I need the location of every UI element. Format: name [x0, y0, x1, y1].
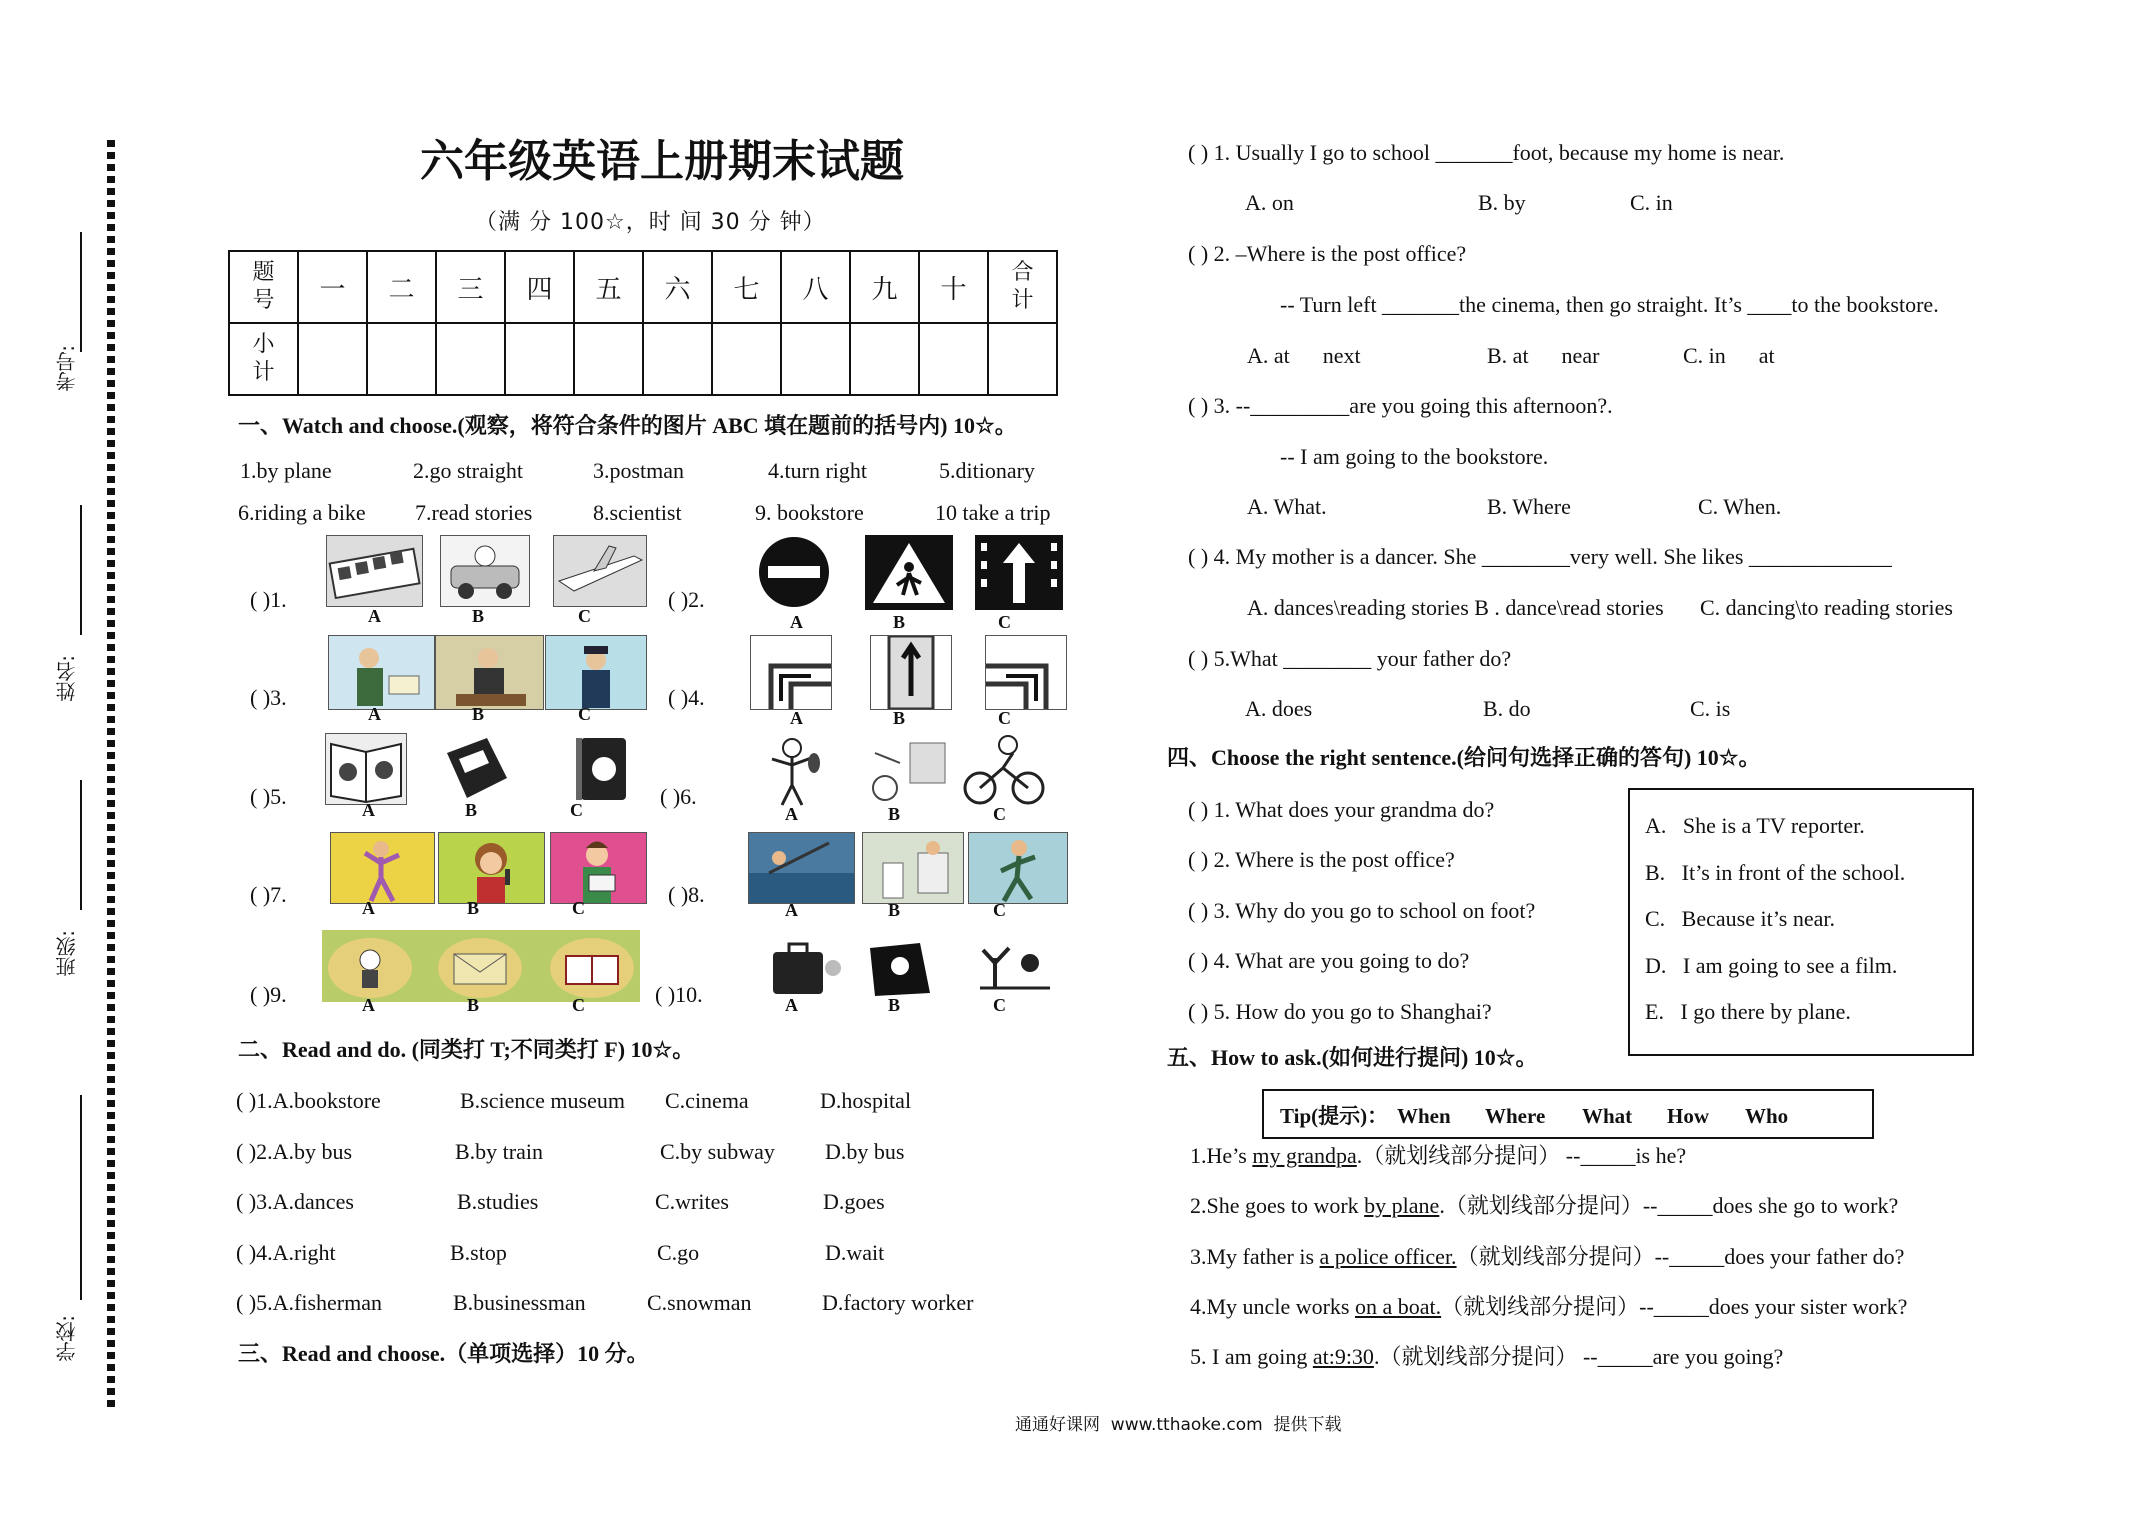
school-label: 学校: — [55, 1315, 79, 1362]
section4-heading: 四、Choose the right sentence.(给问句选择正确的答句) 10☆。 — [1167, 745, 1761, 770]
answer-option: A. She is a TV reporter. — [1645, 813, 1865, 838]
option-letter: B — [888, 804, 901, 824]
section2-item: D.hospital — [820, 1088, 912, 1113]
option-letter: C — [993, 900, 1006, 920]
option-letter: A — [790, 612, 803, 632]
score-header-cell: 四 — [505, 251, 574, 323]
word-item: 9. bookstore — [755, 500, 864, 525]
match-question: ( ) 4. What are you going to do? — [1188, 948, 1470, 973]
score-header-cell: 合计 — [988, 251, 1057, 323]
score-cell[interactable] — [643, 323, 712, 395]
answer-option: E. I go there by plane. — [1645, 999, 1851, 1024]
section2-item: C.by subway — [660, 1139, 775, 1164]
word-item: 5.ditionary — [939, 458, 1035, 483]
section2-item: D.wait — [825, 1240, 885, 1265]
section2-item: B.stop — [450, 1240, 507, 1265]
picture-question-label: ( )4. — [668, 685, 705, 710]
mc-option: B. at near — [1487, 343, 1600, 368]
score-header-cell: 五 — [574, 251, 643, 323]
word-item: 6.riding a bike — [238, 500, 366, 525]
page-title: 六年级英语上册期末试题 — [420, 136, 904, 187]
score-cell[interactable] — [919, 323, 988, 395]
score-header-cell: 七 — [712, 251, 781, 323]
go-straight-sign-picture — [975, 535, 1063, 610]
option-letter: C — [578, 704, 591, 724]
businessman-picture — [435, 635, 544, 710]
section2-item: ( )1.A.bookstore — [236, 1088, 381, 1113]
picture-question-label: ( )8. — [668, 882, 705, 907]
picture-question-label: ( )7. — [250, 882, 287, 907]
mc-option: B. by — [1478, 190, 1526, 215]
mc-option: A. at next — [1247, 343, 1361, 368]
person-with-camera-picture — [860, 938, 940, 998]
section2-item: B.businessman — [453, 1290, 586, 1315]
score-table — [228, 250, 1058, 396]
match-question: ( ) 3. Why do you go to school on foot? — [1188, 898, 1536, 923]
score-header-cell: 六 — [643, 251, 712, 323]
mc-option: A. on — [1245, 190, 1294, 215]
mc-option: A. does — [1245, 696, 1313, 721]
binding-dotted-line — [107, 140, 115, 1410]
tv-reporter-picture — [438, 832, 545, 904]
running-man-picture — [968, 832, 1068, 904]
section2-item: B.by train — [455, 1139, 543, 1164]
score-header-cell: 八 — [781, 251, 850, 323]
section2-item: C.cinema — [665, 1088, 749, 1113]
pedestrian-crossing-sign-picture — [865, 535, 953, 610]
violin-player-picture — [752, 733, 832, 808]
class-label: 班级: — [55, 930, 79, 977]
tip-word: What — [1582, 1104, 1633, 1128]
car-picture — [440, 535, 530, 607]
word-item: 7.read stories — [415, 500, 533, 525]
tip-word: How — [1667, 1104, 1709, 1128]
word-item: 2.go straight — [413, 458, 523, 483]
section2-item: C.writes — [655, 1189, 729, 1214]
option-letter: C — [572, 898, 585, 918]
option-letter: B — [467, 898, 480, 918]
score-cell[interactable] — [712, 323, 781, 395]
match-question: ( ) 5. How do you go to Shanghai? — [1188, 999, 1492, 1024]
mc-question-1: ( ) 1. Usually I go to school _______foot, because my home is near. — [1188, 140, 1785, 165]
score-cell[interactable] — [574, 323, 643, 395]
option-letter: C — [578, 606, 591, 626]
mc-question-3: ( ) 3. --_________are you going this afternoon?. — [1188, 393, 1613, 418]
name-blank — [80, 505, 82, 635]
section3-heading: 三、Read and choose.（单项选择）10 分。 — [238, 1341, 649, 1366]
mc-option: A. What. — [1247, 494, 1327, 519]
option-letter: A — [785, 900, 798, 920]
option-letter: C — [993, 804, 1006, 824]
mc-option: A. dances\reading stories B . dance\read stories — [1247, 595, 1664, 620]
option-letter: A — [368, 704, 381, 724]
page-footer: 通通好课网 www.tthaoke.com 提供下载 — [1015, 1415, 1342, 1435]
word-item: 4.turn right — [768, 458, 867, 483]
option-letter: B — [472, 606, 485, 626]
mc-option: C. When. — [1698, 494, 1782, 519]
section2-item: C.snowman — [647, 1290, 752, 1315]
mc-question-3-line2: -- I am going to the bookstore. — [1280, 444, 1549, 469]
turn-left-road-picture — [985, 635, 1067, 710]
school-blank — [80, 1095, 82, 1300]
tip-label: Tip(提示)： — [1280, 1104, 1389, 1128]
option-letter: A — [368, 606, 381, 626]
word-item: 10 take a trip — [935, 500, 1051, 525]
section2-item: ( )2.A.by bus — [236, 1139, 353, 1164]
word-item: 8.scientist — [593, 500, 682, 525]
match-question: ( ) 2. Where is the post office? — [1188, 847, 1455, 872]
train-picture — [326, 535, 423, 607]
option-letter: A — [362, 898, 375, 918]
section2-item: ( )3.A.dances — [236, 1189, 354, 1214]
section1-heading: 一、Watch and choose.(观察，将符合条件的图片 ABC 填在题前的括号内) 10☆。 — [238, 413, 1017, 438]
class-blank — [80, 780, 82, 910]
score-header-cell: 题号 — [229, 251, 298, 323]
riding-bike-picture — [958, 733, 1048, 808]
option-letter: C — [570, 800, 583, 820]
section2-item: ( )5.A.fisherman — [236, 1290, 383, 1315]
mc-question-5: ( ) 5.What ________ your father do? — [1188, 646, 1512, 671]
scientist-picture — [862, 832, 964, 904]
mc-option: C. in — [1630, 190, 1673, 215]
score-cell[interactable] — [850, 323, 919, 395]
picture-question-label: ( )3. — [250, 685, 287, 710]
score-cell[interactable] — [367, 323, 436, 395]
tree-scene-picture — [975, 938, 1055, 998]
mc-option: B. do — [1483, 696, 1531, 721]
option-letter: B — [893, 708, 906, 728]
score-cell[interactable] — [505, 323, 574, 395]
section2-item: B.studies — [457, 1189, 539, 1214]
option-letter: B — [888, 995, 901, 1015]
section2-heading: 二、Read and do. (同类打 T;不同类打 F) 10☆。 — [238, 1037, 695, 1062]
section2-item: B.science museum — [460, 1088, 625, 1113]
option-letter: C — [998, 612, 1011, 632]
dancer-picture — [330, 832, 435, 904]
picture-question-label: ( )5. — [250, 784, 287, 809]
score-header-cell: 三 — [436, 251, 505, 323]
section2-item: D.factory worker — [822, 1290, 974, 1315]
mc-option: C. dancing\to reading stories — [1700, 595, 1953, 620]
name-label: 姓名: — [55, 655, 79, 702]
turn-right-road-picture — [750, 635, 832, 710]
dictionary-picture — [437, 733, 512, 803]
mc-option: C. in at — [1683, 343, 1775, 368]
storybook-picture — [325, 733, 407, 805]
score-header-cell: 九 — [850, 251, 919, 323]
mc-question-4: ( ) 4. My mother is a dancer. She ________very well. She likes _____________ — [1188, 544, 1892, 569]
page-subtitle: （满 分 100☆，时 间 30 分 钟） — [475, 210, 826, 235]
section2-item: C.go — [657, 1240, 700, 1265]
plane-picture — [553, 535, 647, 607]
ask-item-1: 1.He’s my grandpa.（就划线部分提问） --_____is he? — [1190, 1143, 1687, 1168]
option-letter: A — [785, 804, 798, 824]
tip-word: Who — [1745, 1104, 1789, 1128]
option-letter: B — [467, 995, 480, 1015]
option-letter: B — [472, 704, 485, 724]
match-question: ( ) 1. What does your grandma do? — [1188, 797, 1495, 822]
picture-strip-q9 — [322, 930, 640, 1002]
no-entry-sign-picture — [750, 535, 838, 610]
mc-question-2: ( ) 2. –Where is the post office? — [1188, 241, 1467, 266]
ask-item-5: 5. I am going at:9:30.（就划线部分提问） --_____are you going? — [1190, 1344, 1784, 1369]
option-letter: A — [362, 995, 375, 1015]
book-picture — [566, 733, 641, 803]
word-item: 3.postman — [593, 458, 685, 483]
option-letter: C — [993, 995, 1006, 1015]
score-header-cell: 一 — [298, 251, 367, 323]
go-straight-road-picture — [870, 635, 952, 710]
picture-question-label: ( )2. — [668, 587, 705, 612]
shopping-picture — [860, 733, 950, 808]
option-letter: A — [785, 995, 798, 1015]
postman-picture — [328, 635, 435, 710]
picture-question-label: ( )6. — [660, 784, 697, 809]
ask-item-4: 4.My uncle works on a boat.（就划线部分提问）--_____does your sister work? — [1190, 1294, 1908, 1319]
score-row-label: 小计 — [229, 323, 298, 395]
picture-question-label: ( )9. — [250, 982, 287, 1007]
option-letter: A — [790, 708, 803, 728]
section5-heading: 五、How to ask.(如何进行提问) 10☆。 — [1167, 1045, 1538, 1070]
section2-item: D.goes — [823, 1189, 885, 1214]
option-letter: C — [998, 708, 1011, 728]
picture-question-label: ( )10. — [655, 982, 703, 1007]
mc-option: C. is — [1690, 696, 1731, 721]
score-cell[interactable] — [436, 323, 505, 395]
reading-boy-picture — [550, 832, 647, 904]
mc-option: B. Where — [1487, 494, 1571, 519]
score-header-cell: 十 — [919, 251, 988, 323]
fisherman-picture — [748, 832, 855, 904]
option-letter: B — [893, 612, 906, 632]
police-officer-picture — [545, 635, 647, 710]
section2-item: D.by bus — [825, 1139, 905, 1164]
tip-word: When — [1397, 1104, 1451, 1128]
option-letter: B — [888, 900, 901, 920]
score-cell[interactable] — [781, 323, 850, 395]
suitcase-picture — [765, 938, 845, 998]
option-letter: A — [362, 800, 375, 820]
ask-item-3: 3.My father is a police officer.（就划线部分提问）--_____does your father do? — [1190, 1244, 1905, 1269]
ask-item-2: 2.She goes to work by plane.（就划线部分提问）--_____does she go to work? — [1190, 1193, 1899, 1218]
exam-number-label: 考号: — [55, 345, 79, 392]
option-letter: C — [572, 995, 585, 1015]
word-item: 1.by plane — [240, 458, 332, 483]
mc-question-2-line2: -- Turn left _______the cinema, then go straight. It’s ____to the bookstore. — [1280, 292, 1939, 317]
option-letter: B — [465, 800, 478, 820]
answer-option: B. It’s in front of the school. — [1645, 860, 1906, 885]
picture-question-label: ( )1. — [250, 587, 287, 612]
section2-item: ( )4.A.right — [236, 1240, 336, 1265]
answer-option: D. I am going to see a film. — [1645, 953, 1898, 978]
score-header-cell: 二 — [367, 251, 436, 323]
exam-number-blank — [80, 232, 82, 352]
tip-word: Where — [1485, 1104, 1546, 1128]
score-cell[interactable] — [988, 323, 1057, 395]
score-cell[interactable] — [298, 323, 367, 395]
answer-option: C. Because it’s near. — [1645, 906, 1836, 931]
